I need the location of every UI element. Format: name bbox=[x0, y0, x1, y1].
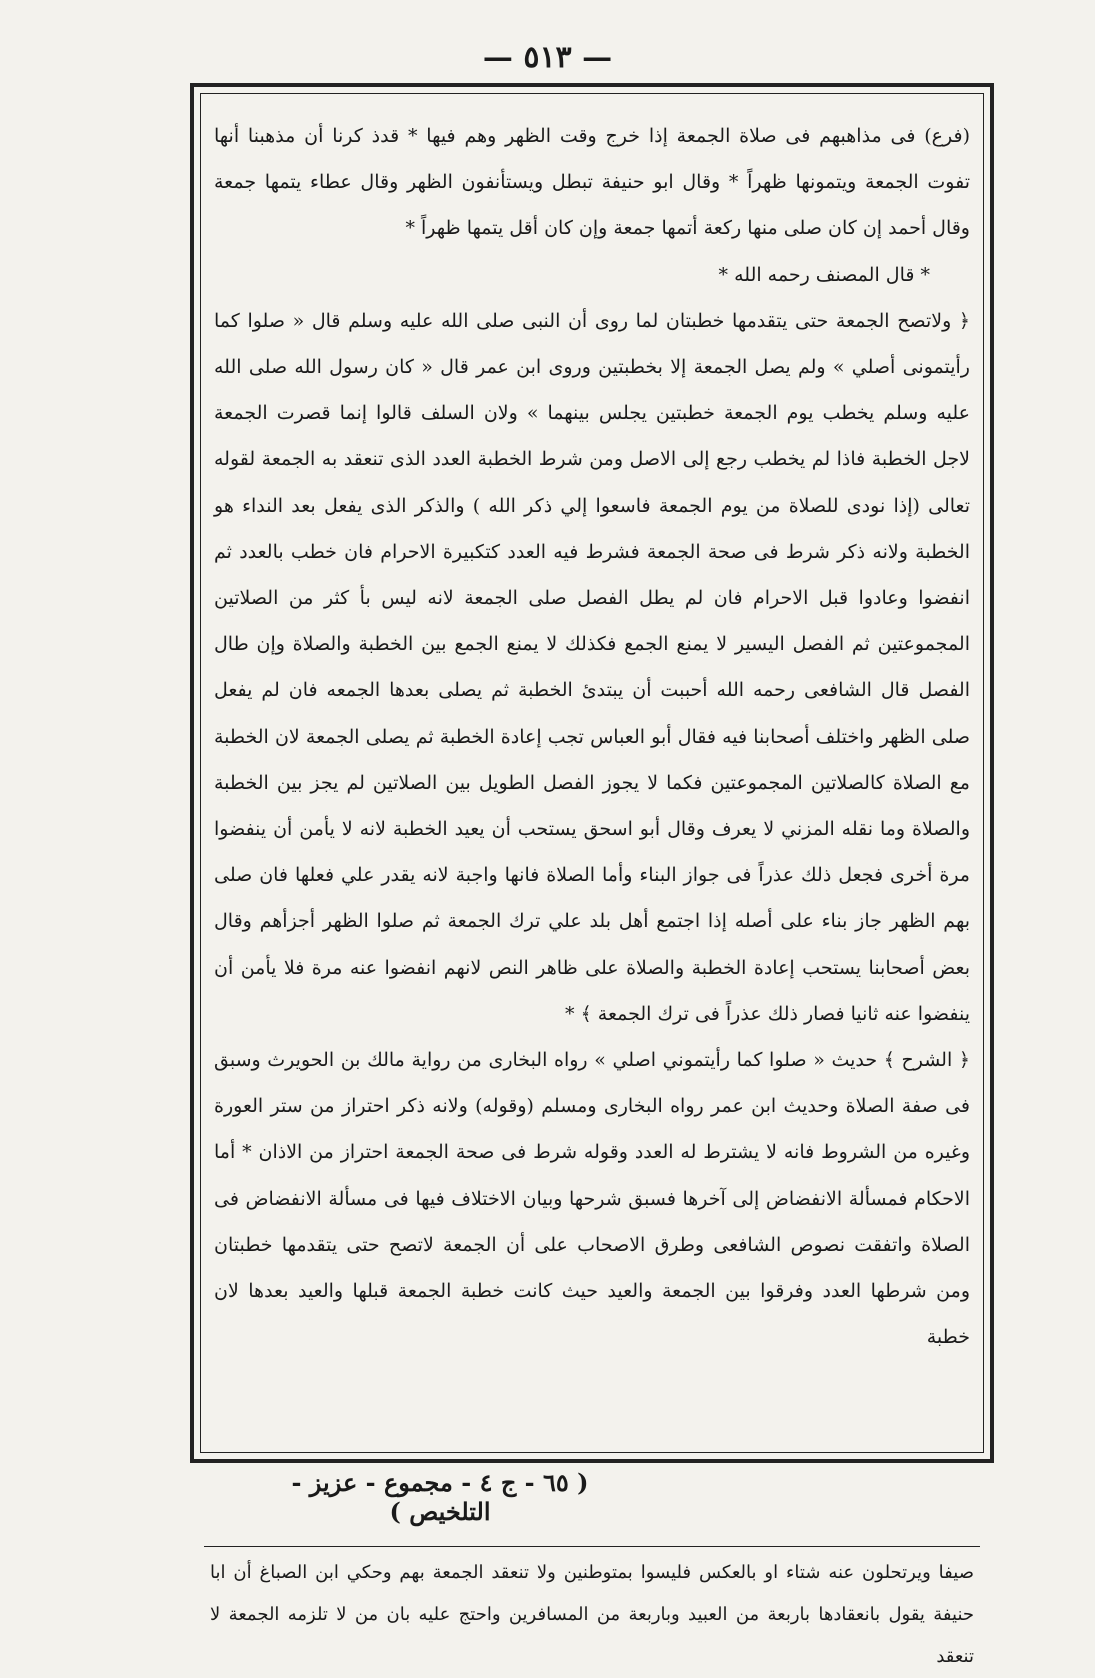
paragraph-branch: (فرع) فى مذاهبهم فى صلاة الجمعة إذا خرج وقت الظهر وهم فيها * قدذ كرنا أن مذهبنا أنها تفوت الجمعة ويتمونها ظهراً * وقال ابو حنيفة تبطل ويستأنفون الظهر وقال عطاء يتمها جمعة وقال أحمد إن كان صلى منها ركعة أتمها جمعة وإن كان أقل يتمها ظهراً * bbox=[214, 125, 970, 240]
page-footer: ( ٦٥ - ج ٤ - مجموع - عزيز - التلخيص ) bbox=[291, 1468, 589, 1526]
page-frame bbox=[190, 83, 994, 1463]
footnote bbox=[210, 1552, 974, 1678]
paragraph-author-text: ﴿ ولاتصح الجمعة حتى يتقدمها خطبتان لما روى أن النبى صلى الله عليه وسلم قال « صلوا كما رأيتمونى أصلي » ولم يصل الجمعة إلا بخطبتين وروى ابن عمر قال « كان رسول الله صلى الله عليه وسلم يخطب يوم الجمعة خطبتين يجلس بينهما » ولان السلف قالوا إنما قصرت الجمعة لاجل الخطبة فاذا لم يخطب رجع إلى الاصل ومن شرط الخطبة العدد الذى تنعقد به الجمعة لقوله تعالى (إذا نودى للصلاة من يوم الجمعة فاسعوا إلي ذكر الله ) والذكر الذى يفعل بعد النداء هو الخطبة ولانه ذكر شرط فى صحة الجمعة فشرط فيه العدد كتكبيرة الاحرام فان خطب بالعدد ثم انفضوا وعادوا قبل الاحرام فان لم يطل الفصل صلى الجمعة لانه ليس بأ كثر من الصلاتين المجموعتين ثم الفصل اليسير لا يمنع الجمع فكذلك لا يمنع الجمع بين الخطبة والصلاة وإن طال الفصل قال الشافعى رحمه الله أحببت أن يبتدئ الخطبة ثم يصلى بعدها الجمعه فان لم يفعل صلى الظهر واختلف أصحابنا فيه فقال أبو العباس تجب إعادة الخطبة ثم يصلى الجمعة لان الخطبة مع الصلاة كالصلاتين المجموعتين فكما لا يجوز الفصل الطويل بين الصلاتين لم يجز بين الخطبة والصلاة وما نقله المزني لا يعرف وقال أبو اسحق يستحب أن يعيد الخطبة لانه لا يأمن أن ينفضوا مرة أخرى فجعل ذلك عذراً فى جواز البناء وأما الصلاة فانها واجبة لانه يقدر علي فعلها فان صلى بهم الظهر جاز بناء على أصله إذا اجتمع أهل بلد علي ترك الجمعة ثم صلوا الظهر أجزأهم وقال بعض أصحابنا يستحب إعادة الخطبة والصلاة على ظاهر النص لانهم انفضوا عنه مرة فلا يأمن أن ينفضوا عنه ثانيا فصار ذلك عذراً فى ترك الجمعة ﴾ * bbox=[214, 309, 970, 1025]
page-number: — ٥١٣ — bbox=[482, 40, 613, 75]
footnote-separator bbox=[204, 1546, 980, 1547]
paragraph-author-heading: * قال المصنف رحمه الله * bbox=[718, 263, 930, 286]
footnote-text: صيفا ويرتحلون عنه شتاء او بالعكس فليسوا بمتوطنين ولا تنعقد الجمعة بهم وحكي ابن الصباغ أن ابا حنيفة يقول بانعقادها باربعة من العبيد وباربعة من المسافرين واحتج عليه بان من لا تلزمه الجمعة لا تنعقد bbox=[210, 1562, 974, 1667]
main-text bbox=[214, 113, 970, 1360]
paragraph-commentary: ﴿ الشرح ﴾ حديث « صلوا كما رأيتموني اصلي » رواه البخارى من رواية مالك بن الحويرث وسبق فى صفة الصلاة وحديث ابن عمر رواه البخارى ومسلم (وقوله) ولانه ذكر احتراز من ستر العورة وغيره من الشروط فانه لا يشترط له العدد وقوله شرط فى صحة الجمعة احتراز من الاذان * أما الاحكام فمسألة الانفضاض إلى آخرها فسبق شرحها وبيان الاختلاف فيها فى مسألة الانفضاض فى الصلاة واتفقت نصوص الشافعى وطرق الاصحاب على أن الجمعة لاتصح حتى يتقدمها خطبتان ومن شرطها العدد وفرقوا بين الجمعة والعيد حيث كانت خطبة الجمعة قبلها والعيد بعدها لان خطبة bbox=[214, 1049, 970, 1349]
